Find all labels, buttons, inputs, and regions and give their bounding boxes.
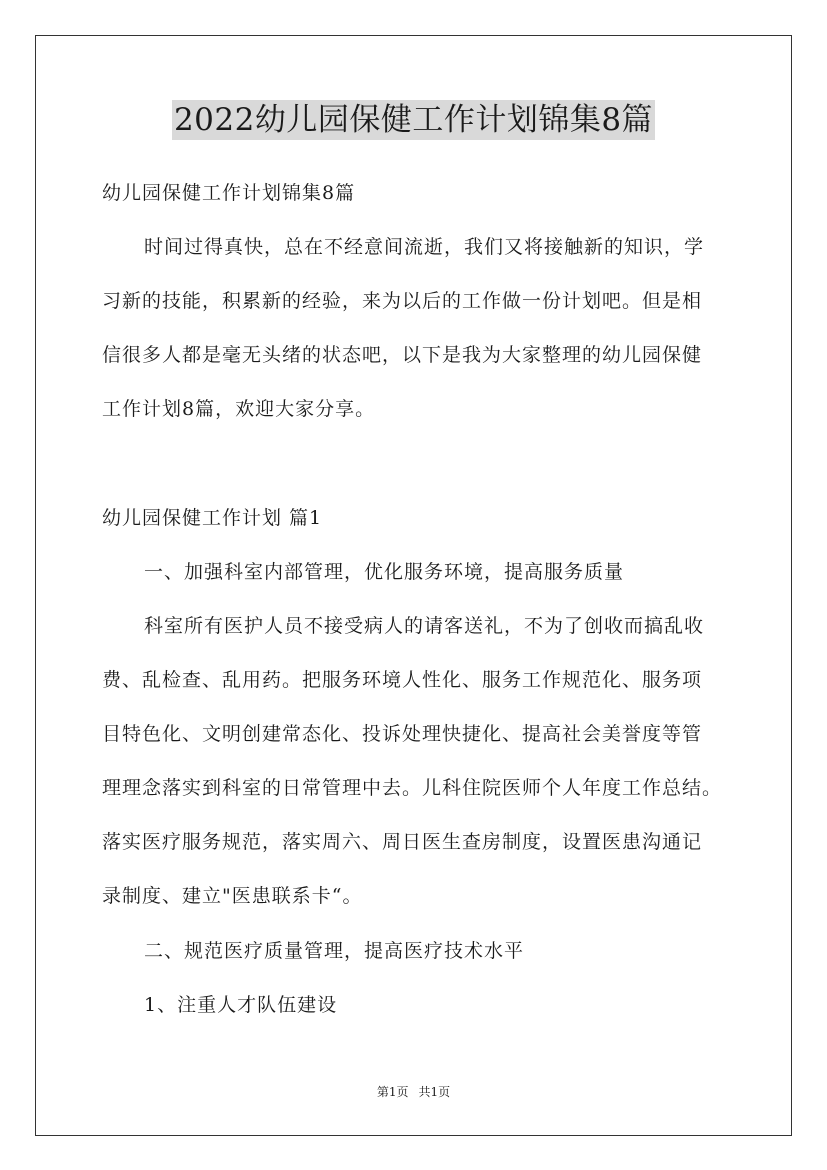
intro-line-1: 时间过得真快，总在不经意间流逝，我们又将接触新的知识，学	[144, 236, 705, 258]
item1-body-line-6: 录制度、建立"医患联系卡“。	[102, 885, 363, 907]
section-heading: 幼儿园保健工作计划 篇1	[102, 507, 323, 529]
document-subtitle: 幼儿园保健工作计划锦集8篇	[102, 182, 356, 204]
document-title: 2022幼儿园保健工作计划锦集8篇	[173, 102, 654, 138]
intro-line-3: 信很多人都是毫无头绪的状态吧，以下是我为大家整理的幼儿园保健	[102, 344, 703, 366]
page-total: 共1页	[418, 1085, 451, 1099]
intro-line-2: 习新的技能，积累新的经验，来为以后的工作做一份计划吧。但是相	[102, 290, 703, 312]
item1-heading: 一、加强科室内部管理，优化服务环境，提高服务质量	[144, 561, 625, 583]
page-footer	[0, 1084, 827, 1100]
item1-body-line-2: 费、乱检查、乱用药。把服务环境人性化、服务工作规范化、服务项	[102, 669, 703, 691]
item1-body-line-5: 落实医疗服务规范，落实周六、周日医生查房制度，设置医患沟通记	[102, 831, 703, 853]
page-number: 第1页	[376, 1085, 409, 1099]
item2-subheading-1: 1、注重人才队伍建设	[144, 994, 338, 1016]
title-container	[0, 100, 827, 140]
item1-body-line-3: 目特色化、文明创建常态化、投诉处理快捷化、提高社会美誉度等管	[102, 723, 703, 745]
item1-body-line-1: 科室所有医护人员不接受病人的请客送礼，不为了创收而搞乱收	[144, 615, 705, 637]
intro-line-4: 工作计划8篇，欢迎大家分享。	[102, 398, 376, 420]
item1-body-line-4: 理理念落实到科室的日常管理中去。儿科住院医师个人年度工作总结。	[102, 777, 723, 799]
item2-heading: 二、规范医疗质量管理，提高医疗技术水平	[144, 940, 525, 962]
